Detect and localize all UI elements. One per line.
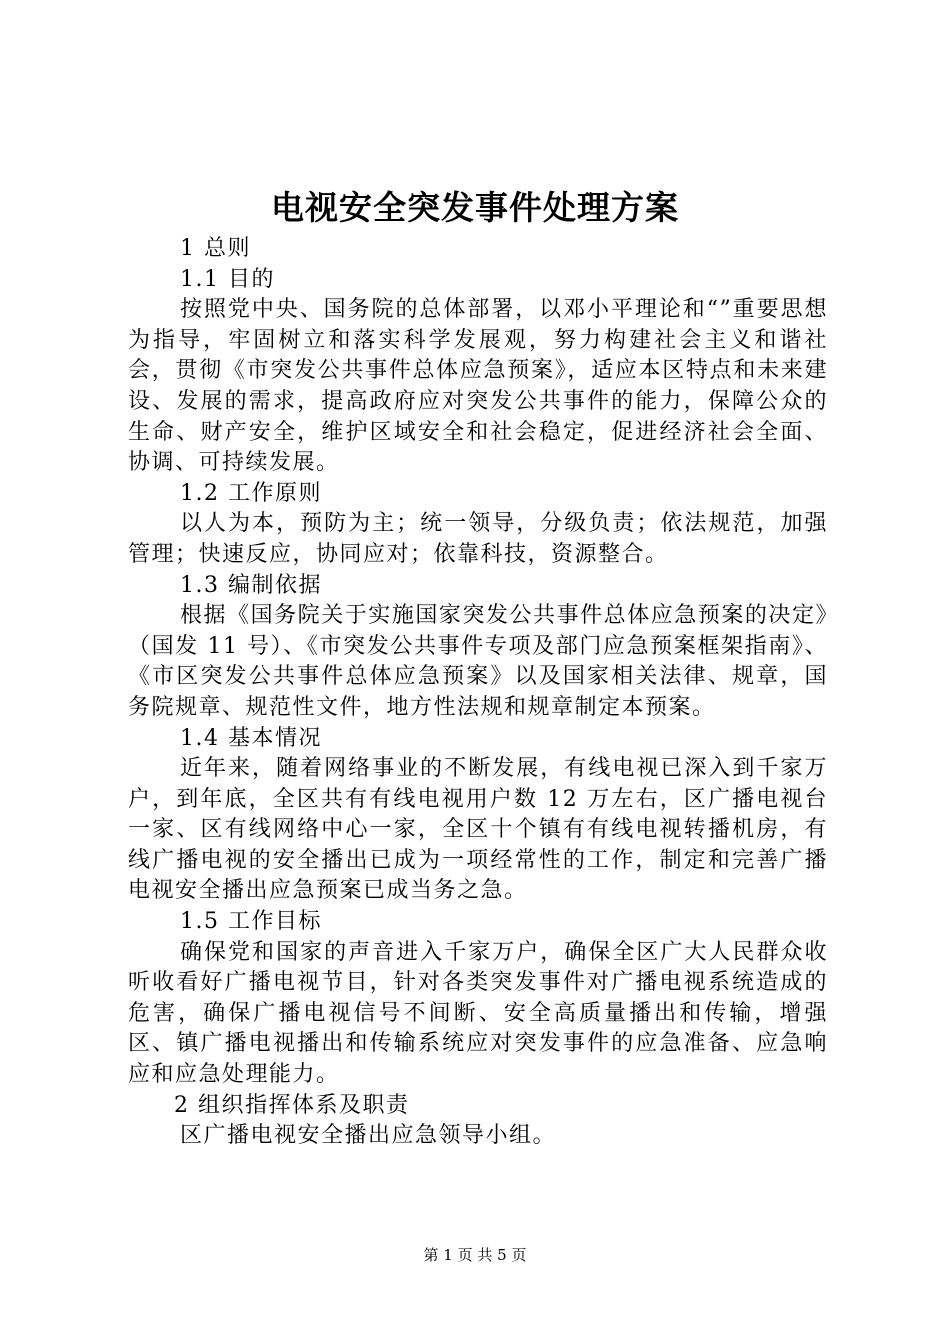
paragraph: 近年来，随着网络事业的不断发展，有线电视已深入到千家万户，到年底，全区共有有线电视用户数 12 万左右，区广播电视台一家、区有线网络中心一家，全区十个镇有有线电视转播机房，有线广播电视的安全播出已成为一项经常性的工作，制定和完善广播电视安全播出应急预案已成当务之急。 <box>128 756 828 904</box>
paragraph: 根据《国务院关于实施国家突发公共事件总体应急预案的决定》（国发 11 号）、《市突发公共事件专项及部门应急预案框架指南》、《市区突发公共事件总体应急预案》以及国家相关法律、规章，国务院规章、规范性文件，地方性法规和规章制定本预案。 <box>128 603 828 720</box>
subsection-heading: 1.1 目的 <box>180 266 275 292</box>
document-title: 电视安全突发事件处理方案 <box>271 188 679 227</box>
section-heading: 2 组织指挥体系及职责 <box>174 1092 410 1118</box>
subsection-heading: 1.4 基本情况 <box>180 725 322 751</box>
paragraph: 以人为本，预防为主；统一领导，分级负责；依法规范，加强管理；快速反应，协同应对；依靠科技，资源整合。 <box>128 511 828 567</box>
subsection-heading: 1.2 工作原则 <box>180 480 322 506</box>
paragraph: 按照党中央、国务院的总体部署，以邓小平理论和“”重要思想为指导，牢固树立和落实科学发展观，努力构建社会主义和谐社会，贯彻《市突发公共事件总体应急预案》，适应本区特点和未来建设、发展的需求，提高政府应对突发公共事件的能力，保障公众的生命、财产安全，维护区域安全和社会稳定，促进经济社会全面、协调、可持续发展。 <box>128 297 828 476</box>
subsection-heading: 1.5 工作目标 <box>180 909 322 935</box>
page-footer: 第 1 页 共 5 页 <box>423 1246 527 1264</box>
document-body <box>128 234 828 1152</box>
paragraph: 区广播电视安全播出应急领导小组。 <box>180 1123 557 1149</box>
subsection-heading: 1.3 编制依据 <box>180 572 322 598</box>
section-heading: 1 总则 <box>180 236 251 261</box>
paragraph: 确保党和国家的声音进入千家万户，确保全区广大人民群众收听收看好广播电视节目，针对各类突发事件对广播电视系统造成的危害，确保广播电视信号不间断、安全高质量播出和传输，增强区、镇广播电视播出和传输系统应对突发事件的应急准备、应急响应和应急处理能力。 <box>128 939 828 1088</box>
